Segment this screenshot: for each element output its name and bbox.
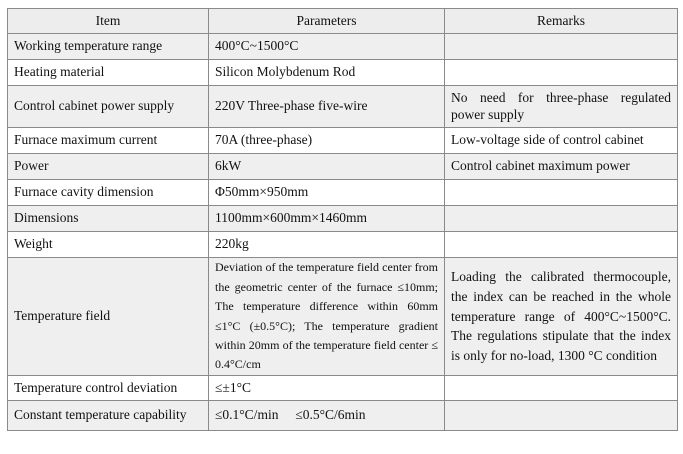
table-row <box>8 180 678 206</box>
table-row <box>8 34 678 60</box>
remarks-cell <box>445 401 678 431</box>
spec-table <box>7 8 678 431</box>
item-cell: Heating material <box>8 60 209 86</box>
table-row <box>8 60 678 86</box>
item-cell: Control cabinet power supply <box>8 86 209 128</box>
remarks-cell: Control cabinet maximum power <box>445 154 678 180</box>
table-row <box>8 86 678 128</box>
parameters-cell: 1100mm×600mm×1460mm <box>209 206 445 232</box>
item-cell: Furnace maximum current <box>8 128 209 154</box>
table-row <box>8 258 678 376</box>
parameters-cell: 220V Three-phase five-wire <box>209 86 445 128</box>
parameters-cell: Deviation of the temperature field center from the geometric center of the furnace ≤10mm; The temperature difference within 60mm ≤1°C (±0.5°C); The temperature gradient within 20mm of the temperature field center ≤ 0.4°C/cm <box>209 258 445 376</box>
item-cell: Weight <box>8 232 209 258</box>
header-item: Item <box>8 9 209 34</box>
table-row <box>8 128 678 154</box>
table-row <box>8 154 678 180</box>
remarks-cell: No need for three-phase regulated power supply <box>445 86 678 128</box>
remarks-cell <box>445 376 678 401</box>
header-parameters: Parameters <box>209 9 445 34</box>
remarks-cell <box>445 232 678 258</box>
table-row <box>8 376 678 401</box>
spec-table-container <box>7 8 677 431</box>
table-row <box>8 232 678 258</box>
parameters-cell: 70A (three-phase) <box>209 128 445 154</box>
item-cell: Furnace cavity dimension <box>8 180 209 206</box>
remarks-cell: Loading the calibrated thermocouple, the index can be reached in the whole temperature range of 400°C~1500°C. The regulations stipulate that the index is only for no-load, 1300 °C condition <box>445 258 678 376</box>
parameters-cell: 400°C~1500°C <box>209 34 445 60</box>
parameters-cell: 220kg <box>209 232 445 258</box>
parameters-cell: Φ50mm×950mm <box>209 180 445 206</box>
header-row <box>8 9 678 34</box>
item-cell: Temperature field <box>8 258 209 376</box>
parameters-cell: 6kW <box>209 154 445 180</box>
table-row <box>8 206 678 232</box>
remarks-cell <box>445 206 678 232</box>
item-cell: Working temperature range <box>8 34 209 60</box>
table-row <box>8 401 678 431</box>
header-remarks: Remarks <box>445 9 678 34</box>
item-cell: Dimensions <box>8 206 209 232</box>
item-cell: Constant temperature capability <box>8 401 209 431</box>
remarks-cell <box>445 180 678 206</box>
parameters-cell: ≤0.1°C/min ≤0.5°C/6min <box>209 401 445 431</box>
item-cell: Power <box>8 154 209 180</box>
item-cell: Temperature control deviation <box>8 376 209 401</box>
parameters-cell: ≤±1°C <box>209 376 445 401</box>
remarks-cell <box>445 34 678 60</box>
parameters-cell: Silicon Molybdenum Rod <box>209 60 445 86</box>
remarks-cell: Low-voltage side of control cabinet <box>445 128 678 154</box>
remarks-cell <box>445 60 678 86</box>
